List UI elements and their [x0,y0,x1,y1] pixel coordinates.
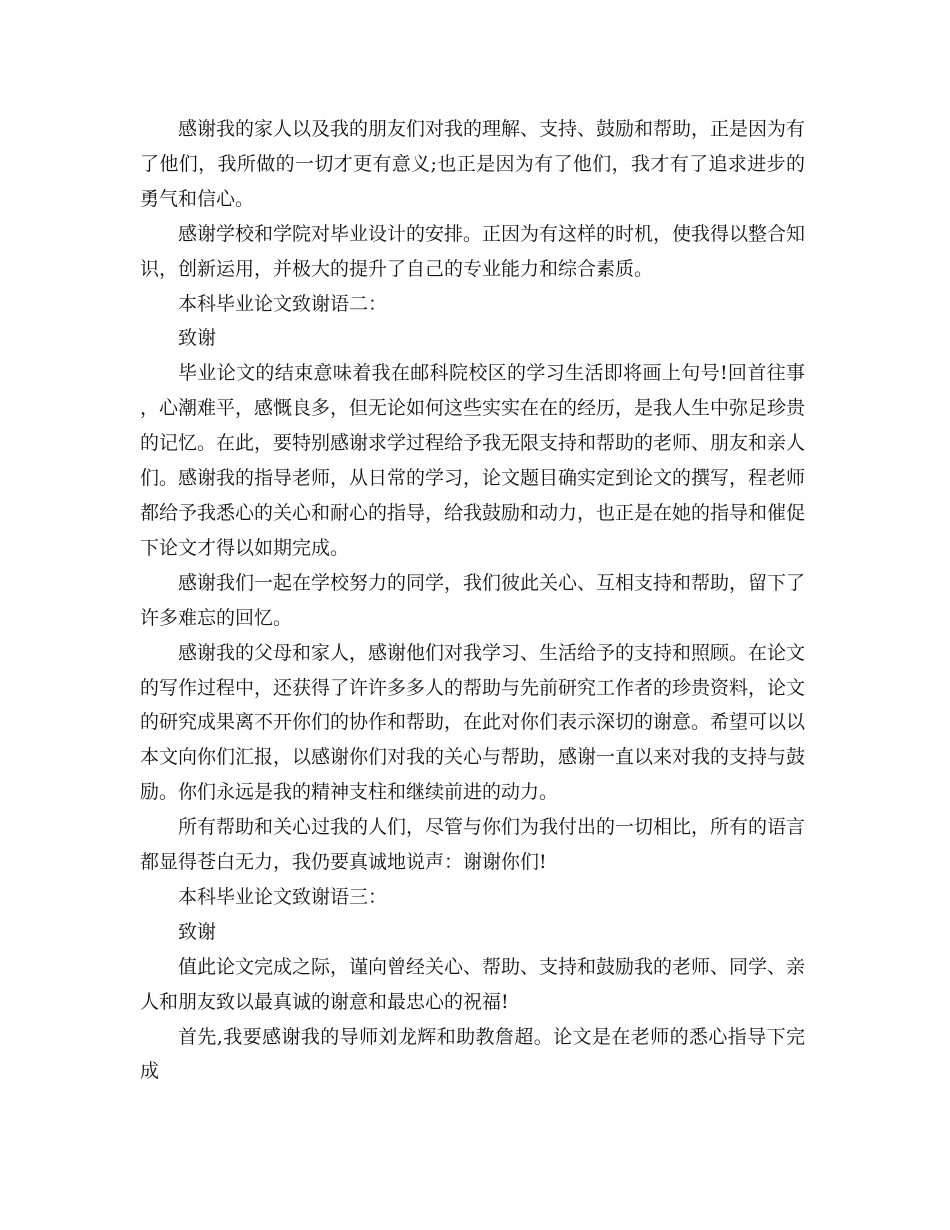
acknowledgement-title-three: 致谢 [178,920,217,943]
paragraph-graduation-reflection: 毕业论文的结束意味着我在邮科院校区的学习生活即将画上句号!回首往事，心潮难平，感慨良多，但无论如何这些实实在在的经历，是我人生中弥足珍贵的记忆。在此，要特别感谢求学过程给予我无限支持和帮助的老师、朋友和亲人们。感谢我的指导老师，从日常的学习，论文题目确实定到论文的撰写，程老师都给予我悉心的关心和耐心的指导，给我鼓励和动力，也正是在她的指导和催促下论文才得以如期完成。 [140,362,806,559]
acknowledgement-title-two: 致谢 [178,327,217,350]
paragraph-closing-thanks: 所有帮助和关心过我的人们，尽管与你们为我付出的一切相比，所有的语言都显得苍白无力，我仍要真诚地说声：谢谢你们! [140,816,806,874]
paragraph-parents-thanks: 感谢我的父母和家人，感谢他们对我学习、生活给予的支持和照顾。在论文的写作过程中，还获得了许许多多人的帮助与先前研究工作者的珍贵资料，论文的研究成果离不开你们的协作和帮助，在此对你们表示深切的谢意。希望可以以本文向你们汇报，以感谢你们对我的关心与帮助，感谢一直以来对我的支持与鼓励。你们永远是我的精神支柱和继续前进的动力。 [140,641,806,804]
paragraph-classmates-thanks: 感谢我们一起在学校努力的同学，我们彼此关心、互相支持和帮助，留下了许多难忘的回忆。 [140,571,806,629]
paragraph-completion-thanks: 值此论文完成之际，谨向曾经关心、帮助、支持和鼓励我的老师、同学、亲人和朋友致以最真诚的谢意和最忠心的祝福! [140,955,806,1013]
paragraph-school-thanks: 感谢学校和学院对毕业设计的安排。正因为有这样的时机，使我得以整合知识，创新运用，并极大的提升了自己的专业能力和综合素质。 [140,222,806,280]
section-heading-two: 本科毕业论文致谢语二： [178,292,388,315]
document-page [140,112,805,1089]
section-heading-three: 本科毕业论文致谢语三： [178,885,388,908]
paragraph-advisor-thanks: 首先,我要感谢我的导师刘龙辉和助教詹超。论文是在老师的悉心指导下完成 [140,1025,805,1083]
paragraph-family-thanks: 感谢我的家人以及我的朋友们对我的理解、支持、鼓励和帮助，正是因为有了他们，我所做的一切才更有意义;也正是因为有了他们，我才有了追求进步的勇气和信心。 [140,118,806,210]
